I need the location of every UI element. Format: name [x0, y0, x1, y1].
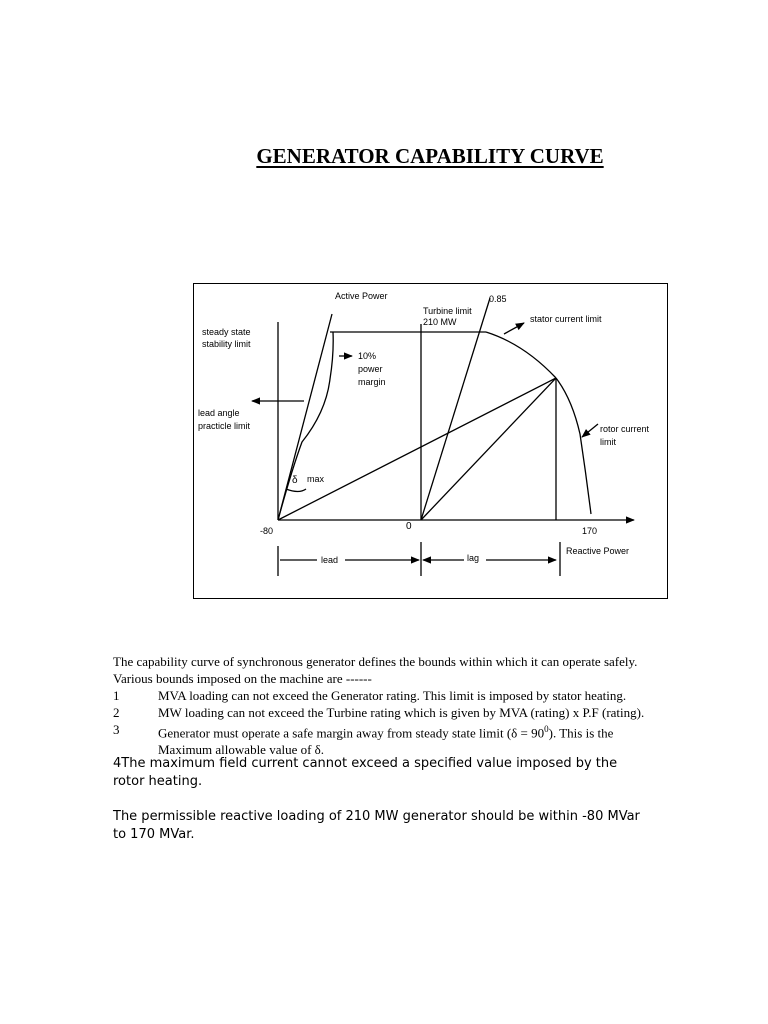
delta-symbol: δ [292, 475, 298, 486]
conclusion-line-1: The permissible reactive loading of 210 MW generator should be within -80 MVar [113, 809, 640, 824]
load-line-from-origin [278, 378, 556, 520]
list-item-text: Generator must operate a safe margin away from steady state limit $(\delta = 90^0)$. This is the Maximum allowable value of δ. [158, 724, 614, 758]
intro-line-1: The capability curve of synchronous generator defines the bounds within which it can operate safely. [113, 654, 638, 669]
list-item-text: MVA loading can not exceed the Generator rating. This limit is imposed by stator heating. [158, 688, 627, 703]
delta-max-label: max [307, 474, 325, 484]
load-line-from-zero [421, 378, 556, 520]
list-item-number: 2 [113, 705, 120, 720]
lead-angle-label: lead angle [198, 408, 240, 418]
conclusion-paragraph [113, 808, 743, 844]
power-margin-curve [278, 332, 333, 520]
active-power-label: Active Power [335, 291, 388, 301]
x-axis-neg-label: -80 [260, 526, 274, 536]
pf-label: 0.85 [489, 294, 507, 304]
capability-curve-figure [193, 283, 668, 599]
stator-arrow [504, 323, 524, 334]
intro-line-2: Various bounds imposed on the machine are ------ [113, 671, 372, 686]
margin-percent-label: 10% [358, 351, 377, 361]
list-item-number: 1 [113, 688, 120, 703]
item-4 [113, 755, 743, 791]
list-item-number: 4 [113, 756, 122, 771]
x-axis-pos-label: 170 [582, 526, 598, 536]
margin-power-label: power [358, 364, 383, 374]
delta-max-arc [286, 489, 306, 492]
stator-limit-label: stator current limit [530, 314, 602, 324]
rotor-current-label: rotor current [600, 424, 650, 434]
x-axis-zero-label: 0 [406, 521, 412, 532]
reactive-power-label: Reactive Power [566, 546, 630, 556]
degree-superscript: 0 [544, 724, 549, 734]
list-item [113, 721, 733, 757]
page-title: GENERATOR CAPABILITY CURVE [256, 144, 604, 168]
rotor-current-limit-curve [556, 378, 591, 514]
lag-label: lag [467, 553, 480, 563]
lead-label: lead [321, 555, 339, 565]
conclusion-line-2: to 170 MVar. [113, 827, 195, 842]
rotor-arrow [582, 424, 598, 437]
turbine-limit-label: Turbine limit [423, 306, 472, 316]
turbine-limit-value: 210 MW [423, 317, 457, 327]
item-4-text-line-2: rotor heating. [113, 774, 203, 789]
stability-limit-label: stability limit [202, 339, 251, 349]
pf-line [421, 298, 490, 520]
item-4-text-line-1: The maximum field current cannot exceed a specified value imposed by the [121, 756, 618, 771]
list-item-text: MW loading can not exceed the Turbine rating which is given by MVA (rating) x P.F (rating). [158, 705, 645, 720]
margin-margin-label: margin [358, 377, 386, 387]
list-item-number: 3 [113, 722, 120, 737]
practicle-limit-label: practicle limit [198, 421, 251, 431]
rotor-limit-label: limit [600, 437, 616, 447]
capability-curve-diagram [194, 284, 669, 600]
stator-current-limit-curve [486, 332, 556, 378]
steady-state-label: steady state [202, 327, 251, 337]
